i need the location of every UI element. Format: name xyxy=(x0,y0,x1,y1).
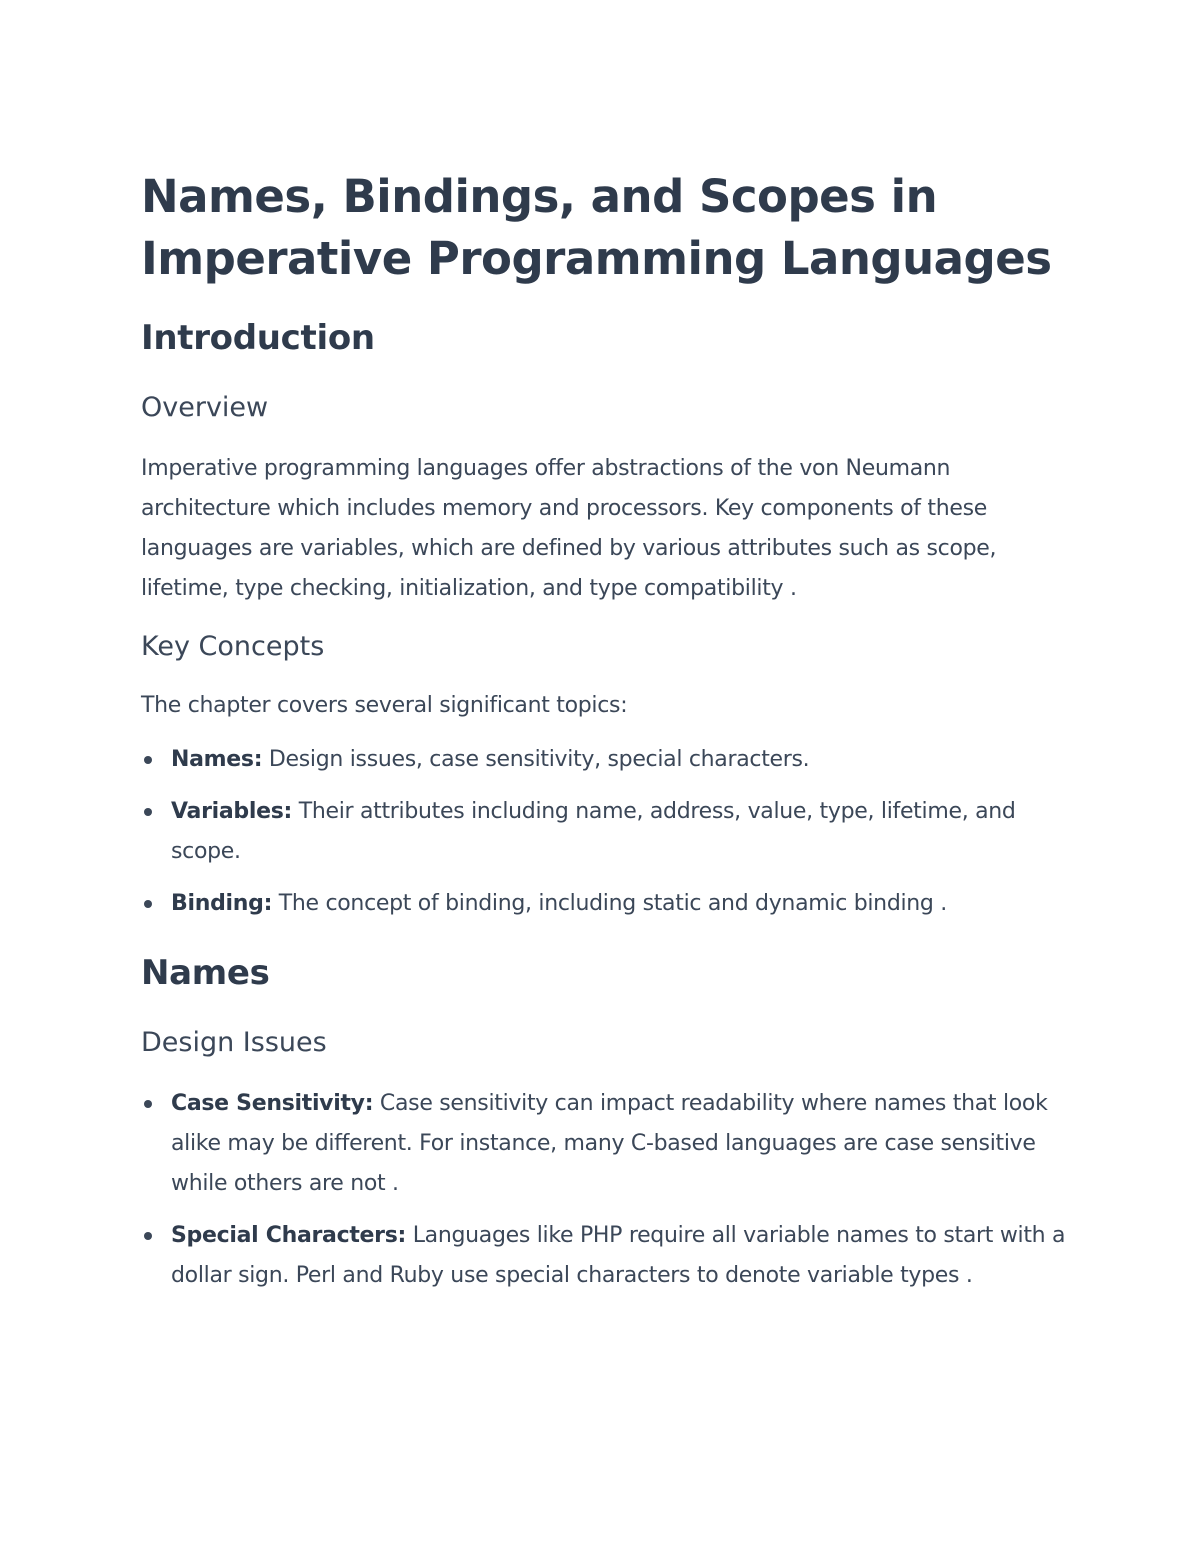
list-item xyxy=(141,792,1066,872)
list-item-term: Variables: xyxy=(171,799,293,824)
subsection-heading-overview: Overview xyxy=(141,392,269,423)
list-item xyxy=(141,1084,1066,1204)
subsection-heading-design-issues: Design Issues xyxy=(141,1027,327,1058)
key-concepts-list xyxy=(141,740,1066,924)
design-issues-list xyxy=(141,1084,1066,1296)
list-item-text: Languages like PHP require all variable names to start with a dollar sign. Perl and Ruby use special characters to denote variable types . xyxy=(171,1223,1066,1288)
list-item-term: Names: xyxy=(171,747,263,772)
list-item-term: Case Sensitivity: xyxy=(171,1091,374,1116)
bullet-icon xyxy=(144,808,152,816)
list-item-term: Special Characters: xyxy=(171,1223,407,1248)
key-concepts-intro: The chapter covers several significant topics: xyxy=(141,693,628,718)
list-item-text: Case sensitivity can impact readability where names that look alike may be different. For instance, many C-based languages are case sensitive while others are not . xyxy=(171,1091,1048,1196)
list-item xyxy=(141,1216,1066,1296)
list-item-term: Binding: xyxy=(171,891,273,916)
section-heading-introduction: Introduction xyxy=(141,318,375,358)
bullet-icon xyxy=(144,1232,152,1240)
bullet-icon xyxy=(144,900,152,908)
bullet-icon xyxy=(144,756,152,764)
list-item xyxy=(141,740,1066,780)
list-item-text: Design issues, case sensitivity, special characters. xyxy=(262,747,810,772)
subsection-heading-key-concepts: Key Concepts xyxy=(141,631,325,662)
list-item xyxy=(141,884,1066,924)
bullet-icon xyxy=(144,1100,152,1108)
section-heading-names: Names xyxy=(141,953,270,993)
document-title: Names, Bindings, and Scopes in Imperative Programming Languages xyxy=(141,170,1052,285)
overview-paragraph: Imperative programming languages offer abstractions of the von Neumann architecture which includes memory and processors. Key components of these languages are variables, which are defined by various attributes such as scope, lifetime, type checking, initialization, and type compatibility . xyxy=(141,456,997,601)
list-item-text: The concept of binding, including static and dynamic binding . xyxy=(272,891,947,916)
list-item-text: Their attributes including name, address, value, type, lifetime, and scope. xyxy=(171,799,1016,864)
